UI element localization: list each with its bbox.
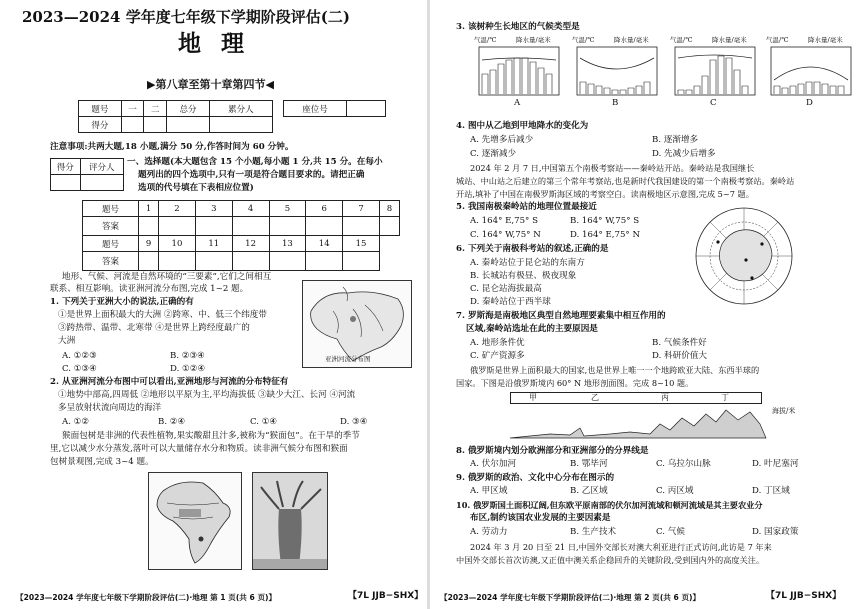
q7-option-a[interactable]: A. 地形条件优 bbox=[470, 338, 525, 348]
climate-chart-a bbox=[474, 36, 564, 108]
q9-option-a[interactable]: A. 甲区域 bbox=[470, 486, 508, 496]
q5-option-b[interactable]: B. 164° W,75° S bbox=[570, 216, 640, 226]
asia-river-map bbox=[302, 280, 412, 368]
answer-cell[interactable] bbox=[232, 217, 269, 236]
q1-line3: 大洲 bbox=[58, 336, 76, 346]
answer-cell[interactable] bbox=[159, 252, 196, 271]
q1-line2: ③跨热带、温带、北寒带 ④是世界上跨经度最广的 bbox=[58, 323, 250, 333]
profile-label-yi: 乙 bbox=[591, 393, 599, 402]
q7-stem: 7. 罗斯海是南极地区典型自然地理要素集中相互作用的 bbox=[456, 311, 666, 321]
score-header-cell: 总分 bbox=[167, 101, 210, 117]
q5-option-a[interactable]: A. 164° E,75° S bbox=[470, 216, 538, 226]
q10-option-d[interactable]: D. 国家政策 bbox=[752, 527, 799, 537]
score-row-label: 得分 bbox=[79, 117, 122, 133]
score-header-cell: 一 bbox=[121, 101, 144, 117]
answer-number-cell: 5 bbox=[269, 201, 306, 217]
answer-label-cell: 答案 bbox=[83, 252, 139, 271]
page-1 bbox=[0, 0, 428, 609]
exam-scope: ▶第八章至第十章第四节◀ bbox=[147, 78, 274, 91]
intro1-line2: 联系、相互影响。读亚洲河流分布图,完成 1~2 题。 bbox=[50, 284, 249, 294]
asia-map-caption: 亚洲河流分布图 bbox=[325, 355, 371, 363]
intro11-line2: 中国外交部长首次访澳,又正值中澳关系企稳回升的关键阶段,受到国内外的高度关注。 bbox=[456, 555, 765, 565]
q7-option-c[interactable]: C. 矿产资源多 bbox=[470, 351, 525, 361]
antarctica-map bbox=[692, 204, 796, 308]
q8-option-c[interactable]: C. 乌拉尔山脉 bbox=[656, 459, 711, 469]
baobab-photo bbox=[252, 472, 328, 570]
answer-number-cell: 15 bbox=[343, 236, 380, 252]
score-header-cell: 二 bbox=[144, 101, 167, 117]
q9-option-d[interactable]: D. 丁区域 bbox=[752, 486, 790, 496]
q8-option-a[interactable]: A. 伏尔加河 bbox=[470, 459, 517, 469]
answer-cell[interactable] bbox=[232, 252, 269, 271]
q2-line1: ①地势中部高,四周低 ②地形以平原为主,平均海拔低 ③缺少大江、长河 ④河流 bbox=[58, 390, 356, 400]
answer-number-cell: 3 bbox=[195, 201, 232, 217]
profile-graphic bbox=[510, 404, 768, 440]
notice: 注意事项:共两大题,18 小题,满分 50 分,作答时间为 60 分钟。 bbox=[50, 142, 294, 152]
q3-stem: 3. 该树种生长地区的气候类型是 bbox=[456, 22, 580, 32]
q10-option-a[interactable]: A. 劳动力 bbox=[470, 527, 508, 537]
footer-right: 【2023—2024 学年度七年级下学期阶段评估(二)·地理 第 2 页(共 6 页)】 bbox=[440, 593, 701, 602]
profile-label-bing: 丙 bbox=[661, 393, 669, 402]
climate-chart-d bbox=[766, 36, 856, 108]
q6-option-c[interactable]: C. 昆仑站海拔最高 bbox=[470, 284, 542, 294]
climate-chart-c bbox=[670, 36, 760, 108]
answer-label-cell: 答案 bbox=[83, 217, 139, 236]
answer-number-cell: 1 bbox=[139, 201, 159, 217]
answer-number-cell: 12 bbox=[232, 236, 269, 252]
chart-c-label[interactable]: C bbox=[710, 98, 717, 108]
russia-profile bbox=[510, 392, 810, 442]
q1-stem: 1. 下列关于亚洲大小的说法,正确的有 bbox=[50, 297, 194, 307]
subject-title: 地 理 bbox=[178, 30, 251, 57]
answer-number-cell: 4 bbox=[232, 201, 269, 217]
africa-map-graphic bbox=[149, 473, 241, 569]
profile-unit: 海拔/米 bbox=[772, 407, 796, 415]
chart-d-axis-precip: 降水量/毫米 bbox=[808, 36, 843, 44]
answer-number-cell: 6 bbox=[306, 201, 343, 217]
q2-option-a[interactable]: A. ①② bbox=[62, 417, 90, 427]
score-header-cell: 座位号 bbox=[283, 101, 346, 117]
grader-score-label: 得分 bbox=[51, 159, 81, 175]
chart-d-label[interactable]: D bbox=[806, 98, 813, 108]
exam-title: 2023—2024 学年度七年级下学期阶段评估(二) bbox=[22, 8, 350, 26]
intro8-line2: 国家。下图是沿俄罗斯境内 60° N 地形剖面图。完成 8~10 题。 bbox=[456, 378, 694, 388]
intro2-line1: 猴面包树是非洲的代表性植物,果实酸甜且汁多,被称为“猴面包”。在干旱的季节 bbox=[62, 431, 360, 441]
answer-cell[interactable] bbox=[195, 252, 232, 271]
q2-option-b[interactable]: B. ②④ bbox=[158, 417, 186, 427]
q5-option-c[interactable]: C. 164° W,75° N bbox=[470, 230, 541, 240]
intro5-line1: 2024 年 2 月 7 日,中国第五个南极考察站——秦岭站开站。秦岭站是我国继长 bbox=[470, 163, 755, 173]
q5-option-d[interactable]: D. 164° E,75° N bbox=[570, 230, 640, 240]
q4-option-d[interactable]: D. 先减少后增多 bbox=[652, 149, 716, 159]
chart-a-plot bbox=[478, 46, 560, 96]
q4-option-a[interactable]: A. 先增多后减少 bbox=[470, 135, 534, 145]
answer-header-cell: 题号 bbox=[83, 236, 139, 252]
score-header-cell: 累分人 bbox=[209, 101, 272, 117]
q6-option-a[interactable]: A. 秦岭站位于昆仑站的东南方 bbox=[470, 258, 585, 268]
answer-number-cell: 8 bbox=[379, 201, 399, 217]
q10-stem: 10. 俄罗斯国土面积辽阔,但东欧平原南部的伏尔加河流域和顿河流域是其主要农业分 bbox=[456, 500, 763, 510]
answer-number-cell: 14 bbox=[306, 236, 343, 252]
q6-stem: 6. 下列关于南极科考站的叙述,正确的是 bbox=[456, 244, 609, 254]
section1-line1: 一、选择题(本大题包含 15 个小题,每小题 1 分,共 15 分。在每小 bbox=[127, 157, 383, 167]
answer-cell[interactable] bbox=[269, 252, 306, 271]
grader-label: 评分人 bbox=[80, 159, 123, 175]
q7-option-d[interactable]: D. 科研价值大 bbox=[652, 351, 708, 361]
section1-line2: 题列出的四个选项中,只有一项是符合题目要求的。请把正确 bbox=[138, 170, 365, 180]
answer-cell[interactable] bbox=[269, 217, 306, 236]
answer-cell[interactable] bbox=[306, 217, 343, 236]
q1-option-b[interactable]: B. ②③④ bbox=[170, 351, 205, 361]
chart-c-plot bbox=[674, 46, 756, 96]
q9-option-c[interactable]: C. 丙区域 bbox=[656, 486, 694, 496]
chart-c-axis-precip: 降水量/毫米 bbox=[712, 36, 747, 44]
q10-option-b[interactable]: B. 生产技术 bbox=[570, 527, 617, 537]
climate-chart-b bbox=[572, 36, 662, 108]
q7-stem-line2: 区域,秦岭站选址在此的主要原因是 bbox=[466, 324, 598, 334]
q1-option-d[interactable]: D. ①②④ bbox=[170, 364, 206, 374]
score-table bbox=[78, 100, 386, 133]
q10-stem-line2: 布区,制约该国农业发展的主要因素是 bbox=[470, 513, 611, 523]
profile-label-ding: 丁 bbox=[721, 393, 729, 402]
profile-label-jia: 甲 bbox=[529, 393, 537, 402]
africa-climate-map bbox=[148, 472, 242, 570]
answer-number-cell: 7 bbox=[343, 201, 380, 217]
chart-c-axis-temp: 气温/℃ bbox=[670, 36, 693, 44]
footer-left: 【2023—2024 学年度七年级下学期阶段评估(二)·地理 第 1 页(共 6 页)】 bbox=[16, 593, 277, 602]
intro2-line2: 里,它以减少水分蒸发,落叶可以大量储存水分和物质。读非洲气候分布图和猴面 bbox=[50, 444, 348, 454]
footer-code-left: 【7L JJB−SHX】 bbox=[348, 591, 424, 601]
q1-option-c[interactable]: C. ①③④ bbox=[62, 364, 97, 374]
q2-stem: 2. 从亚洲河流分布图中可以看出,亚洲地形与河流的分布特征有 bbox=[50, 377, 289, 387]
intro1-line1: 地形、气候、河流是自然环境的“三要素”,它们之间相互 bbox=[62, 272, 272, 282]
chart-b-axis-precip: 降水量/毫米 bbox=[614, 36, 649, 44]
q4-option-c[interactable]: C. 逐渐减少 bbox=[470, 149, 517, 159]
score-header-cell: 题号 bbox=[79, 101, 122, 117]
answer-number-cell: 2 bbox=[159, 201, 196, 217]
antarctica-map-graphic bbox=[692, 204, 796, 308]
footer-code-right: 【7L JJB−SHX】 bbox=[766, 591, 842, 601]
q5-stem: 5. 我国南极秦岭站的地理位置最接近 bbox=[456, 202, 597, 212]
intro5-line3: 开站,填补了中国在南极罗斯海区域的考察空白。读南极地区示意图,完成 5~7 题。 bbox=[456, 189, 754, 199]
q1-line1: ①是世界上面积最大的大洲 ②跨寒、中、低三个纬度带 bbox=[58, 310, 267, 320]
intro11-line1: 2024 年 3 月 20 日至 21 日,中国外交部长对澳大利亚进行正式访问,此访是 7 年来 bbox=[470, 542, 772, 552]
answer-cell[interactable] bbox=[195, 217, 232, 236]
chart-b-label[interactable]: B bbox=[612, 98, 619, 108]
q8-option-b[interactable]: B. 鄂毕河 bbox=[570, 459, 608, 469]
q4-stem: 4. 图中从乙地到甲地降水的变化为 bbox=[456, 121, 589, 131]
chart-b-plot bbox=[576, 46, 658, 96]
grader-table bbox=[50, 158, 124, 191]
answer-cell[interactable] bbox=[379, 217, 399, 236]
answer-number-cell: 10 bbox=[159, 236, 196, 252]
chart-a-label[interactable]: A bbox=[514, 98, 521, 108]
page-2 bbox=[430, 0, 860, 609]
q2-line2: 多呈放射状流向周边的海洋 bbox=[58, 403, 162, 413]
answer-cell[interactable] bbox=[343, 217, 380, 236]
answer-cell[interactable] bbox=[306, 252, 343, 271]
answer-cell[interactable] bbox=[343, 252, 380, 271]
q2-option-c[interactable]: C. ①④ bbox=[250, 417, 278, 427]
q4-option-b[interactable]: B. 逐渐增多 bbox=[652, 135, 699, 145]
q6-option-d[interactable]: D. 秦岭站位于西半球 bbox=[470, 297, 551, 307]
q8-option-d[interactable]: D. 叶尼塞河 bbox=[752, 459, 799, 469]
intro8-line1: 俄罗斯是世界上面积最大的国家,也是世界上唯一一个地跨欧亚大陆、东西半球的 bbox=[470, 365, 760, 375]
answer-number-cell: 9 bbox=[139, 236, 159, 252]
q8-stem: 8. 俄罗斯境内划分欧洲部分和亚洲部分的分界线是 bbox=[456, 446, 649, 456]
chart-d-axis-temp: 气温/℃ bbox=[766, 36, 789, 44]
chart-b-axis-temp: 气温/℃ bbox=[572, 36, 595, 44]
q10-option-c[interactable]: C. 气候 bbox=[656, 527, 685, 537]
answer-number-cell: 13 bbox=[269, 236, 306, 252]
intro2-line3: 包树景观图,完成 3~4 题。 bbox=[50, 457, 154, 467]
q9-option-b[interactable]: B. 乙区域 bbox=[570, 486, 608, 496]
answer-cell[interactable] bbox=[139, 252, 159, 271]
chart-a-axis-precip: 降水量/毫米 bbox=[516, 36, 551, 44]
q9-stem: 9. 俄罗斯的政治、文化中心分布在图示的 bbox=[456, 473, 615, 483]
q7-option-b[interactable]: B. 气候条件好 bbox=[652, 338, 707, 348]
answer-cell[interactable] bbox=[139, 217, 159, 236]
intro5-line2: 城站、中山站之后建立的第三个常年考察站,也是新时代我国建设的第一个南极考察站。秦岭站 bbox=[456, 176, 795, 186]
q6-option-b[interactable]: B. 长城站有极昼、极夜现象 bbox=[470, 271, 577, 281]
q2-option-d[interactable]: D. ③④ bbox=[340, 417, 368, 427]
answer-cell[interactable] bbox=[159, 217, 196, 236]
section1-line3: 选项的代号填在下表相应位置) bbox=[138, 183, 254, 193]
profile-region-bar bbox=[510, 392, 762, 404]
answer-number-cell: 11 bbox=[195, 236, 232, 252]
baobab-tree-graphic bbox=[253, 473, 327, 569]
answer-header-cell: 题号 bbox=[83, 201, 139, 217]
answer-table bbox=[82, 200, 400, 271]
chart-d-plot bbox=[770, 46, 852, 96]
chart-a-axis-temp: 气温/℃ bbox=[474, 36, 497, 44]
q1-option-a[interactable]: A. ①②③ bbox=[62, 351, 97, 361]
